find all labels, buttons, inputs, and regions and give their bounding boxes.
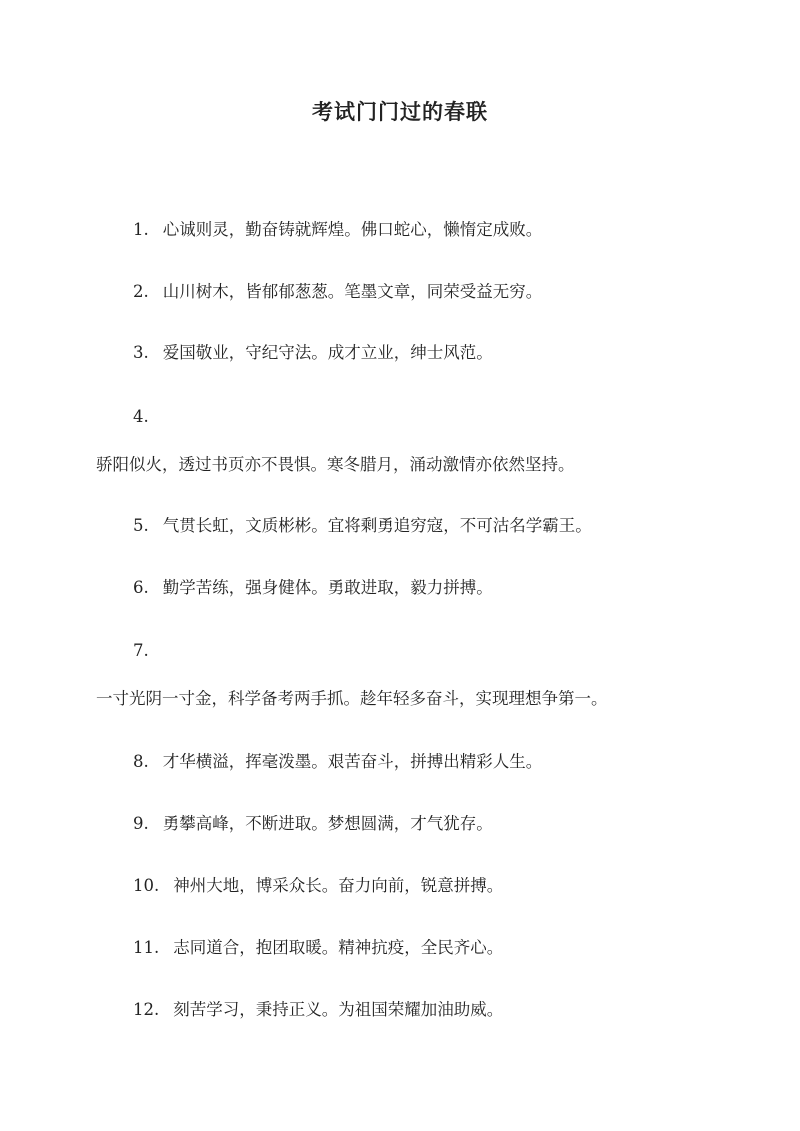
- item-number-line: [133, 639, 149, 663]
- item-text: 勤学苦练，强身健体。勇敢进取，毅力拼搏。: [162, 578, 493, 597]
- list-item: [133, 576, 493, 600]
- list-item: [96, 687, 608, 711]
- item-number: 3.: [133, 343, 149, 362]
- item-text: 心诚则灵，勤奋铸就辉煌。佛口蛇心，懒惰定成败。: [162, 220, 543, 239]
- item-number: 7.: [133, 641, 149, 660]
- list-item: [96, 453, 575, 477]
- item-text: 山川树木，皆郁郁葱葱。笔墨文章，同荣受益无穷。: [162, 282, 543, 301]
- item-text: 爱国敬业，守纪守法。成才立业，绅士风范。: [162, 343, 493, 362]
- item-number: 5.: [133, 516, 149, 535]
- item-text: 气贯长虹，文质彬彬。宜将剩勇追穷寇，不可沽名学霸王。: [162, 516, 592, 535]
- list-item: [133, 341, 493, 365]
- item-number: 4.: [133, 407, 149, 426]
- item-number: 11.: [133, 938, 160, 957]
- item-number: 1.: [133, 220, 149, 239]
- list-item: [133, 218, 542, 242]
- item-text: 刻苦学习，秉持正义。为祖国荣耀加油助威。: [173, 1000, 504, 1019]
- item-number: 8.: [133, 752, 149, 771]
- list-item: [133, 936, 503, 960]
- item-text: 勇攀高峰，不断进取。梦想圆满，才气犹存。: [162, 814, 493, 833]
- list-item: [133, 280, 542, 304]
- list-item: [133, 812, 493, 836]
- list-item: [133, 514, 592, 538]
- item-text: 志同道合，抱团取暖。精神抗疫，全民齐心。: [173, 938, 504, 957]
- item-number-line: [133, 405, 149, 429]
- item-text: 骄阳似火，透过书页亦不畏惧。寒冬腊月，涌动激情亦依然坚持。: [96, 455, 575, 474]
- list-item: [133, 750, 542, 774]
- list-item: [133, 874, 503, 898]
- item-number: 9.: [133, 814, 149, 833]
- document-title: 考试门门过的春联: [312, 99, 488, 124]
- item-text: 一寸光阴一寸金，科学备考两手抓。趁年轻多奋斗，实现理想争第一。: [96, 689, 608, 708]
- list-item: [133, 998, 503, 1022]
- item-number: 2.: [133, 282, 149, 301]
- item-number: 6.: [133, 578, 149, 597]
- item-number: 12.: [133, 1000, 160, 1019]
- item-text: 才华横溢，挥毫泼墨。艰苦奋斗，拼搏出精彩人生。: [162, 752, 543, 771]
- item-text: 神州大地，博采众长。奋力向前，锐意拼搏。: [173, 876, 504, 895]
- item-number: 10.: [133, 876, 160, 895]
